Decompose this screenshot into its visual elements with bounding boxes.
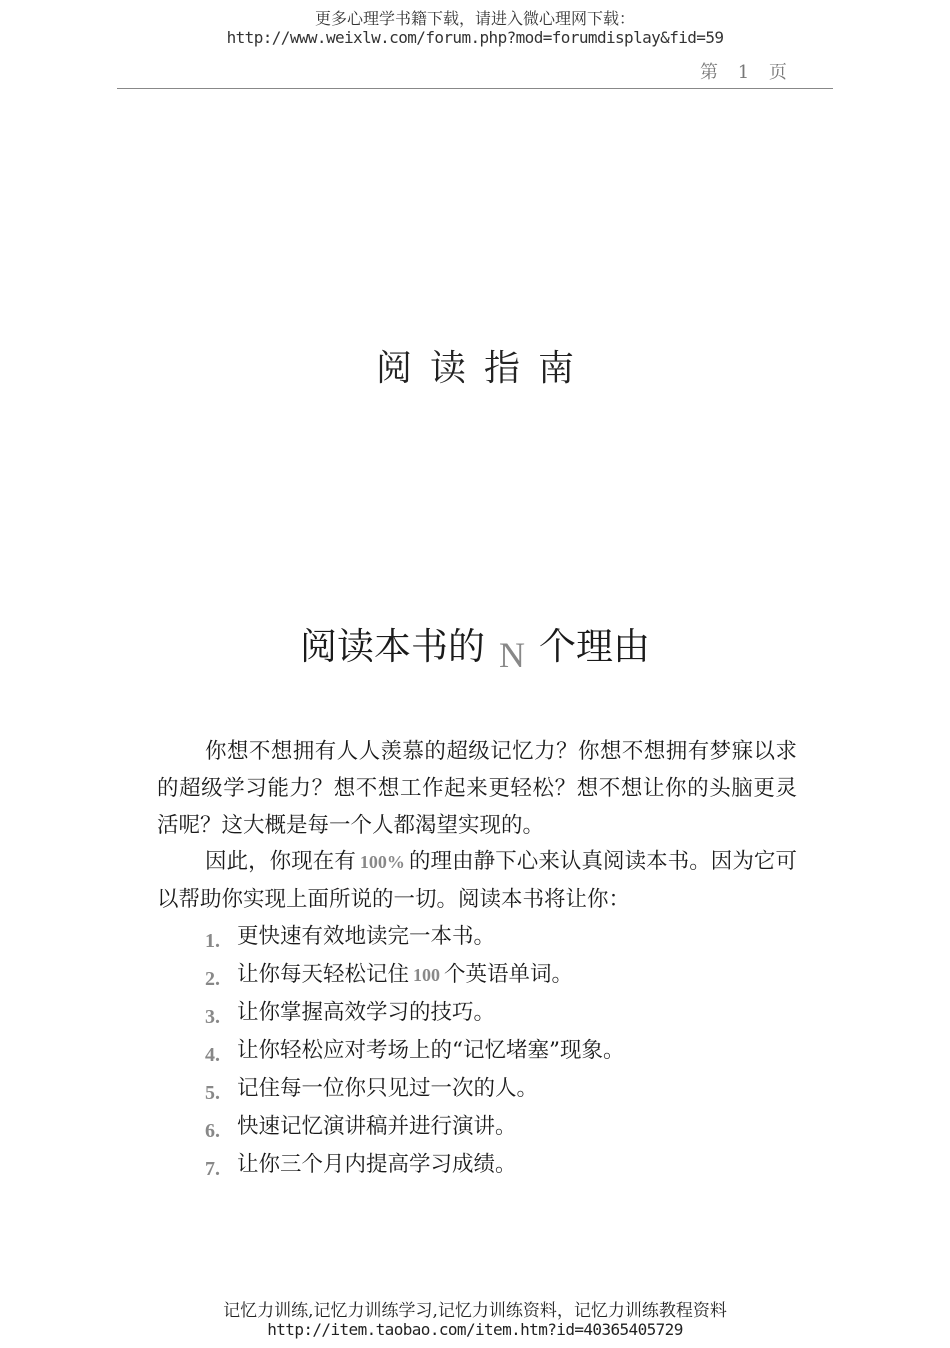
benefits-list [205,918,625,1184]
reason-paragraph-after: 的理由静下心来认真阅读本书。因为它可以帮助你实现上面所说的一切。阅读本书将让你： [157,849,797,912]
list-item-index: 6. [205,1120,220,1142]
list-item [205,1070,625,1108]
list-item-text: 让你三个月内提高学习成绩。 [237,1152,517,1177]
reason-paragraph-before: 因此，你现在有 [205,849,356,874]
list-item-text-before: 让你每天轻松记住 [237,962,410,987]
page-number: 第 1 页 [700,62,787,83]
percent-value: 100% [359,852,405,872]
reasons-title-before: 阅读本书的 [300,625,485,668]
footer-url-link[interactable]: http://item.taobao.com/item.htm?id=40365405729 [267,1320,683,1339]
list-item [205,994,625,1032]
list-item-text: 快速记忆演讲稿并进行演讲。 [237,1114,517,1139]
intro-paragraph: 你想不想拥有人人羡慕的超级记忆力？你想不想拥有梦寐以求的超级学习能力？想不想工作起来更轻松？想不想让你的头脑更灵活呢？这大概是每一个人都渴望实现的。 [157,739,797,838]
reason-paragraph [157,843,797,918]
list-item-text: 让你掌握高效学习的技巧。 [237,1000,496,1025]
list-item-index: 2. [205,968,220,990]
list-item-index: 4. [205,1044,220,1066]
list-item-index: 5. [205,1082,220,1104]
header-divider [117,88,833,89]
guide-title: 阅读指南 [375,348,592,389]
list-item-text-after: 个英语单词。 [444,962,574,987]
footer-keywords: 记忆力训练,记忆力训练学习,记忆力训练资料，记忆力训练教程资料 [223,1301,727,1321]
list-item [205,1032,625,1070]
list-item [205,918,625,956]
list-item-index: 7. [205,1158,220,1180]
reasons-title-n: N [499,635,525,675]
reasons-title [0,616,950,675]
reasons-title-after: 个理由 [539,625,650,668]
list-item-text: 更快速有效地读完一本书。 [237,924,496,949]
list-item-index: 3. [205,1006,220,1028]
word-count-value: 100 [413,965,441,985]
list-item [205,1108,625,1146]
list-item-text: 让你轻松应对考场上的“记忆堵塞”现象。 [237,1038,625,1063]
list-item-text: 记住每一位你只见过一次的人。 [237,1076,539,1101]
list-item [205,1146,625,1184]
list-item [205,956,625,994]
header-download-notice: 更多心理学书籍下载，请进入微心理网下载： [314,9,635,28]
list-item-index: 1. [205,930,220,952]
header-url-link[interactable]: http://www.weixlw.com/forum.php?mod=forumdisplay&fid=59 [226,28,724,47]
